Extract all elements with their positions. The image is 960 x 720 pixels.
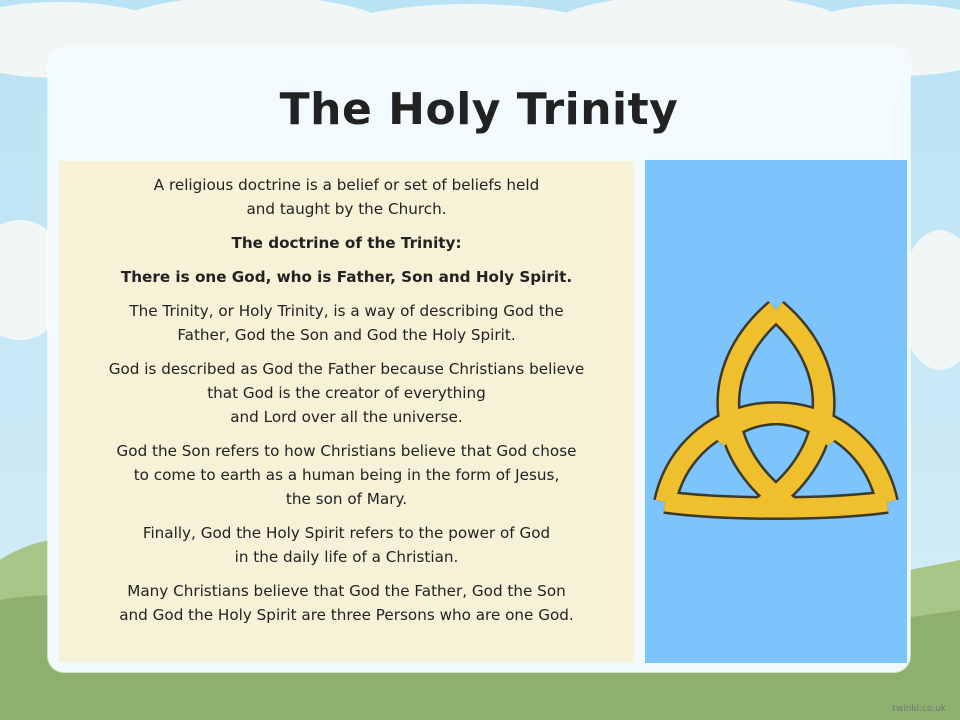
paragraph-trinity-description: The Trinity, or Holy Trinity, is a way of describing God the Father, God the Son and God the Holy Spirit. <box>129 302 564 344</box>
paragraph-holy-spirit: Finally, God the Holy Spirit refers to the power of God in the daily life of a Christian. <box>142 524 551 566</box>
paragraph-doctrine-definition: A religious doctrine is a belief or set of beliefs held and taught by the Church. <box>153 176 540 218</box>
paragraph-doctrine-heading: The doctrine of the Trinity: <box>231 234 462 252</box>
trinity-image-panel <box>645 160 907 663</box>
paragraph-one-god: There is one God, who is Father, Son and Holy Spirit. <box>120 268 573 286</box>
text-box <box>59 161 634 662</box>
slide-title: The Holy Trinity <box>279 84 679 135</box>
trinity-knot-icon <box>645 160 907 663</box>
paragraph-god-the-son: God the Son refers to how Christians believe that God chose to come to earth as a human being in the form of Jesus, the son of Mary. <box>116 442 577 508</box>
paragraph-three-persons: Many Christians believe that God the Father, God the Son and God the Holy Spirit are three Persons who are one God. <box>119 582 574 624</box>
paragraph-god-the-father: God is described as God the Father because Christians believe that God is the creator of everything and Lord over all the universe. <box>108 360 585 426</box>
credit-text: twinkl.co.uk <box>892 704 946 714</box>
